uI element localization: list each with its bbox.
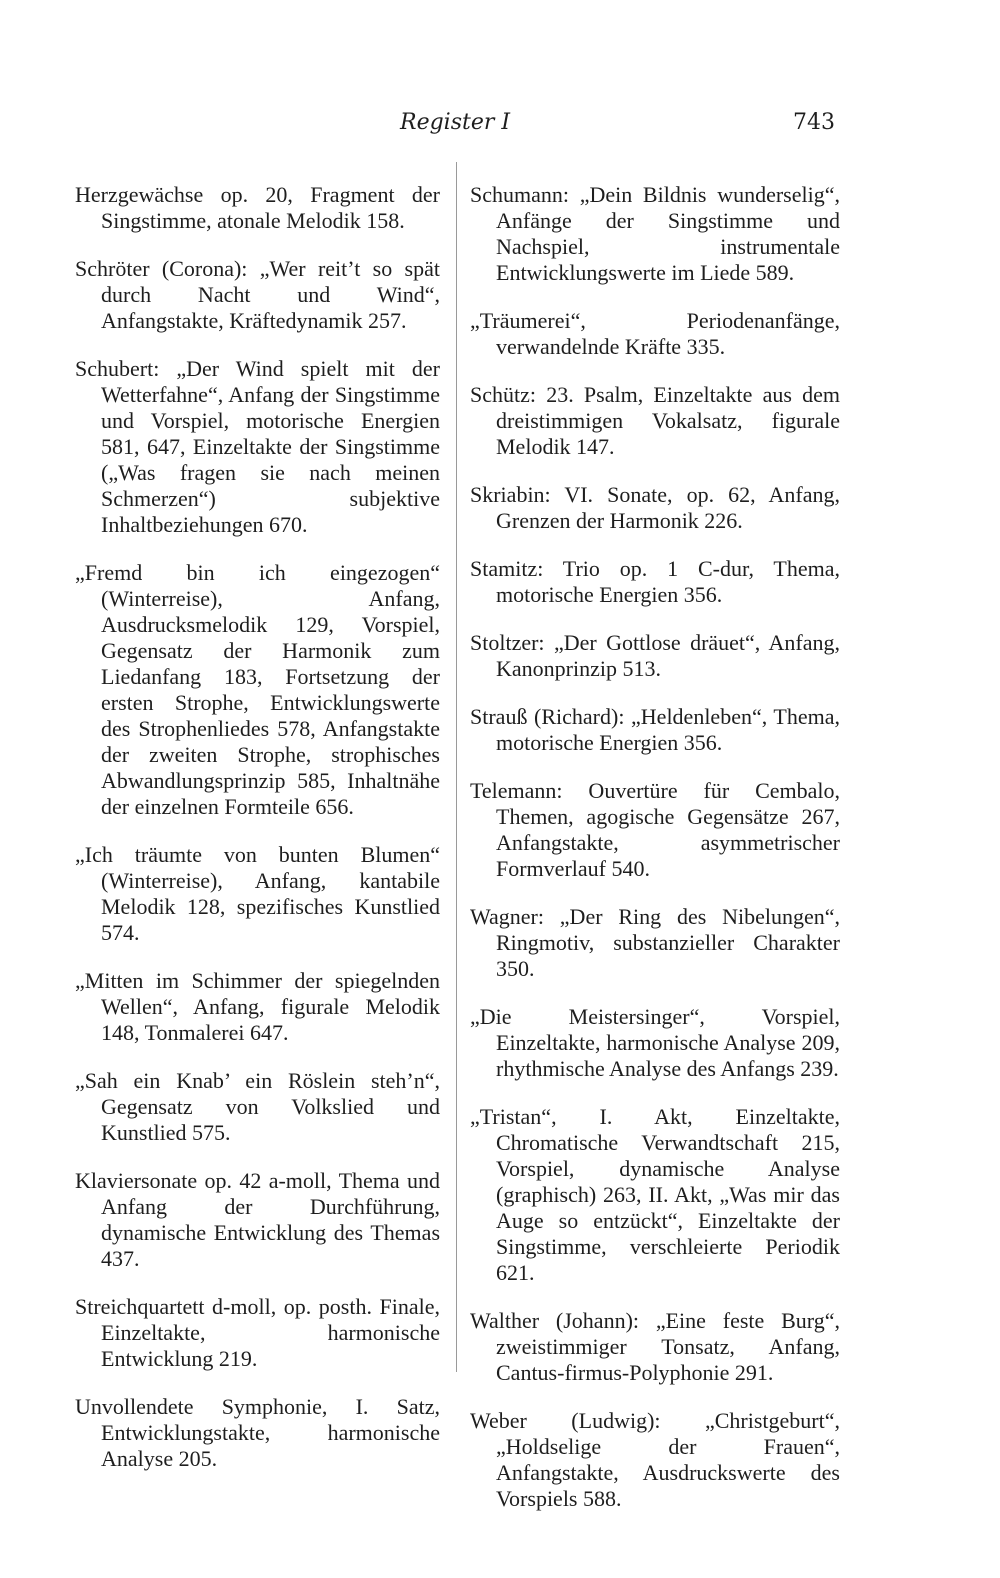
right-column — [470, 160, 840, 1520]
index-entry-skriabin: Skriabin: VI. Sonate, op. 62, Anfang, Grenzen der Harmonik 226. — [470, 482, 840, 533]
page-number: 743 — [793, 110, 835, 135]
index-entry-stoltzer: Stoltzer: „Der Gottlose dräuet“, Anfang, Kanonprinzip 513. — [470, 630, 840, 681]
index-entry-schumann-traeumerei: „Träumerei“, Periodenanfänge, verwandelnde Kräfte 335. — [470, 308, 840, 359]
index-entry-herzgewaechse: Herzgewächse op. 20, Fragment der Singstimme, atonale Melodik 158. — [75, 182, 440, 233]
index-entry-schubert-wind: Schubert: „Der Wind spielt mit der Wetterfahne“, Anfang der Singstimme und Vorspiel, motorische Energien 581, 647, Einzeltakte der Singstimme („Was fragen sie nach meinen Schmerzen“) subjektive Inhaltbeziehungen 670. — [75, 356, 440, 537]
index-entry-telemann: Telemann: Ouvertüre für Cembalo, Themen, agogische Gegensätze 267, Anfangstakte, asymmetrischer Formverlauf 540. — [470, 778, 840, 881]
index-entry-schubert-klaviersonate: Klaviersonate op. 42 a-moll, Thema und Anfang der Durchführung, dynamische Entwicklung des Themas 437. — [75, 1168, 440, 1271]
index-entry-strauss: Strauß (Richard): „Heldenleben“, Thema, motorische Energien 356. — [470, 704, 840, 755]
index-entry-schubert-fremd: „Fremd bin ich eingezogen“ (Winterreise), Anfang, Ausdrucksmelodik 129, Vorspiel, Gegensatz der Harmonik zum Liedanfang 183, Fortsetzung der ersten Strophe, Entwicklungswerte des Strophenliedes 578, Anfangstakte der zweiten Strophe, strophisches Abwandlungsprinzip 585, Inhaltnähe der einzelnen Formteile 656. — [75, 560, 440, 819]
index-entry-schubert-roeslein: „Sah ein Knab’ ein Röslein steh’n“, Gegensatz von Volkslied und Kunstlied 575. — [75, 1068, 440, 1145]
page-header — [75, 110, 835, 144]
index-entry-wagner-ring: Wagner: „Der Ring des Nibelungen“, Ringmotiv, substanzieller Charakter 350. — [470, 904, 840, 981]
index-entry-schubert-traeumte: „Ich träumte von bunten Blumen“ (Winterreise), Anfang, kantabile Melodik 128, spezifisches Kunstlied 574. — [75, 842, 440, 945]
index-entry-wagner-meistersinger: „Die Meistersinger“, Vorspiel, Einzeltakte, harmonische Analyse 209, rhythmische Analyse des Anfangs 239. — [470, 1004, 840, 1081]
column-divider — [456, 162, 457, 1372]
index-entry-wagner-tristan: „Tristan“, I. Akt, Einzeltakte, Chromatische Verwandtschaft 215, Vorspiel, dynamische Analyse (graphisch) 263, II. Akt, „Was mir das Auge so entzückt“, Einzeltakte der Singstimme, verschleierte Periodik 621. — [470, 1104, 840, 1285]
index-entry-schroeter: Schröter (Corona): „Wer reit’t so spät durch Nacht und Wind“, Anfangstakte, Kräftedynamik 257. — [75, 256, 440, 333]
index-entry-schubert-streichquartett: Streichquartett d-moll, op. posth. Finale, Einzeltakte, harmonische Entwicklung 219. — [75, 1294, 440, 1371]
index-entry-schuetz: Schütz: 23. Psalm, Einzeltakte aus dem dreistimmigen Vokalsatz, figurale Melodik 147. — [470, 382, 840, 459]
index-entry-schumann-bildnis: Schumann: „Dein Bildnis wunderselig“, Anfänge der Singstimme und Nachspiel, instrumentale Entwicklungswerte im Liede 589. — [470, 182, 840, 285]
index-entry-weber: Weber (Ludwig): „Christgeburt“, „Holdselige der Frauen“, Anfangstakte, Ausdruckswerte des Vorspiels 588. — [470, 1408, 840, 1511]
left-column — [75, 160, 440, 1480]
index-entry-stamitz: Stamitz: Trio op. 1 C-dur, Thema, motorische Energien 356. — [470, 556, 840, 607]
index-entry-schubert-mitten: „Mitten im Schimmer der spiegelnden Wellen“, Anfang, figurale Melodik 148, Tonmalerei 647. — [75, 968, 440, 1045]
index-entry-walther: Walther (Johann): „Eine feste Burg“, zweistimmiger Tonsatz, Anfang, Cantus-firmus-Polyphonie 291. — [470, 1308, 840, 1385]
index-entry-schubert-unvollendete: Unvollendete Symphonie, I. Satz, Entwicklungstakte, harmonische Analyse 205. — [75, 1394, 440, 1471]
running-title: Register I — [400, 110, 511, 135]
